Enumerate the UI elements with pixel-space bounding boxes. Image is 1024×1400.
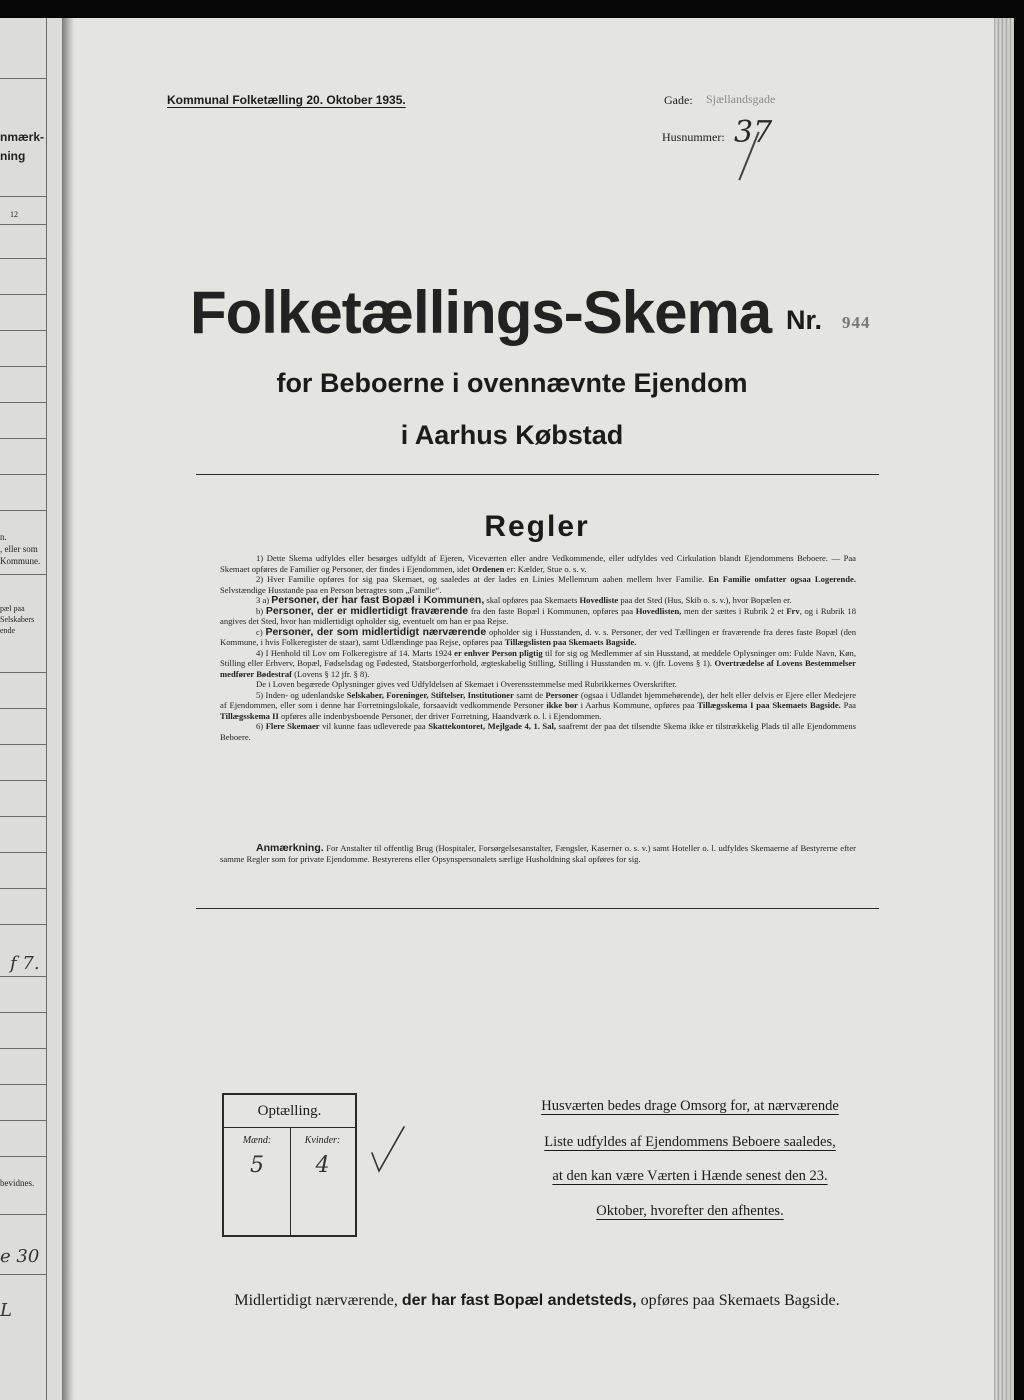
tally-box [222,1093,357,1237]
left-page-note-b-3: ende [0,626,16,635]
left-page-column-number: 12 [10,210,18,219]
census-header: Kommunal Folketælling 20. Oktober 1935. [167,93,406,107]
left-page-note-b-1: pæl paa [0,604,25,613]
left-page-handwriting: e 30 [0,1246,40,1267]
left-page-rule [0,258,46,259]
left-page-rule [0,330,46,331]
left-page-rule [0,1084,46,1085]
tally-men-value: 5 [250,1153,264,1178]
form-subtitle: for Beboerne i ovennævnte Ejendom [276,368,748,398]
left-page-rule [0,574,46,575]
left-page-rule [0,888,46,889]
divider-line [196,474,879,475]
street-value: Sjællandsgade [706,92,776,106]
left-page-note-a-3: Kommune. [0,556,41,566]
left-page-rule [0,1214,46,1215]
instruction-line-2: Liste udfyldes af Ejendommens Beboere saaledes, [544,1134,836,1150]
left-page-note-a-1: n. [0,532,7,542]
checkmark-icon [370,1125,406,1175]
tally-title: Optælling. [257,1103,322,1119]
rule-3a: 3 a) Personer, der har fast Bopæl i Kommunen, skal opføres paa Skemaets Hovedliste paa det Sted (Hus, Skib o. s. v.), hvor Bopælen er. [256,594,792,606]
left-page-rule [0,402,46,403]
left-page-heading-1: nmærk- [0,130,45,144]
left-page-column-rule [46,18,47,1400]
left-page-rule [0,744,46,745]
left-page-rule [0,1120,46,1121]
form-subtitle-city: i Aarhus Købstad [400,420,624,450]
left-page-rule [0,976,46,977]
left-page-bottom-text: bevidnes. [0,1178,35,1188]
remark-lead: Anmærkning. [256,842,324,854]
tally-women-value: 4 [315,1153,330,1178]
rule-3b: b) Personer, der er midlertidigt fraværende fra den faste Bopæl i Kommunen, opføres paa Hovedlisten, men der sættes i Rubrik 2 et Frv, og i Rubrik 18 angives det Sted, hvor han midlertidigt opholder sig, eventuelt om han er paa Rejse. [220,604,856,626]
tally-women-label: Kvinder: [304,1135,341,1146]
rule-6: 6) Flere Skemaer vil kunne faas udleverede paa Skattekontoret, Mejlgade 4, 1. Sal, saafremt der paa det tilsendte Skema ikke er tilstrækkelig Plads til alle Ejendommens Beboere. [220,721,856,742]
instruction-line-4: Oktober, hvorefter den afhentes. [596,1203,784,1219]
left-page-rule [0,816,46,817]
left-page-rule [0,78,46,79]
left-page-note-a-2: , eller som [0,544,38,554]
left-page-rule [0,708,46,709]
divider-line [196,908,879,909]
left-page-rule [0,852,46,853]
street-label: Gade: [664,93,693,107]
rule-3c: c) Personer, der som midlertidigt nærværende opholder sig i Husstanden, d. v. s. Personer, der ved Tællingen er fraværende fra deres faste Bopæl (den Kommune, i hvis Folkeregister de staar), samt Udlændinge paa Rejse, opføres paa Tillægslisten paa Skemaets Bagside. [220,625,856,647]
left-page-rule [0,474,46,475]
left-page-rule [0,1012,46,1013]
house-number-value: 37 [734,115,773,150]
house-number-label: Husnummer: [662,130,725,144]
instruction-line-3: at den kan være Værten i Hænde senest den 23. [552,1168,828,1184]
left-page-rule [0,924,46,925]
footer-note [0,1292,1024,1310]
form-title: Folketællings-Skema [190,279,772,346]
left-page-rule [0,366,46,367]
remark-text: For Anstalter til offentlig Brug (Hospitaler, Forsørgelsesanstalter, Fængsler, Kaserner o. s. v.) samt Hoteller o. l. udfyldes Skemaerne af Bestyrerne efter samme Regler som for private Ejendomme. Bestyrerens eller Opsynspersonalets særlige Husholdning skal opføres for sig. [220,843,856,864]
left-page-strip [0,18,62,1400]
rules-heading: Regler [484,510,590,543]
left-page-rule [0,672,46,673]
left-page-rule [0,1156,46,1157]
tally-men-label: Mænd: [242,1135,272,1146]
footer-part-3: opføres paa Skemaets Bagside. [640,1292,840,1309]
left-page-handwriting: f 7. [10,953,40,974]
rule-4: 4) I Henhold til Lov om Folkeregistre af 14. Marts 1924 er enhver Person pligtig til for sig og Medlemmer af sin Husstand, at meddele Oplysninger om: Fulde Navn, Køn, Stilling eller Erhverv, Bopæl, Fødselsdag og Fødested, Statsborgerforhold, ægteskabelig Stilling, Stilling i Husstanden m. v. (jfr. Lovens § 1). Overtrædelse af Lovens Bestemmelser medfører Bødestraf (Lovens § 12 jfr. § 8). [220,647,857,679]
rule-1: 1) Dette Skema udfyldes eller besørges udfyldt af Ejeren, Viceværten eller andre Vedkommende, eller udfyldes ved Cirkulation blandt Ejendommens Beboere. — Paa Skemaet opføres de Familier og Personer, der findes i Ejendommen, idet Ordenen er: Kælder, Stue o. s. v. [220,553,856,574]
instruction-line-1: Husværten bedes drage Omsorg for, at nærværende [541,1098,839,1114]
left-page-note-b-2: Selskabers [0,615,35,624]
rule-4-continuation: De i Loven begærede Oplysninger gives ved Udfyldelsen af Skemaet i Overensstemmelse med Rubrikkernes Overskrifter. [256,679,677,689]
left-page-handwriting: L [0,1300,12,1321]
rule-2: 2) Hver Familie opføres for sig paa Skemaet, og saaledes at der lades en Linies Mellemrum aaben mellem hver Familie. En Familie omfatter ogsaa Logerende. Selvstændige Husstande paa en Person betragtes som „Familie“. [220,574,857,595]
form-number-value: 944 [842,313,871,332]
rules-text [220,553,856,742]
left-page-heading-2: ning [0,149,26,163]
remark-note [220,843,856,864]
left-page-rule [0,294,46,295]
left-page-rule [0,1274,46,1275]
book-spine [62,18,74,1400]
left-page-rule [0,196,46,197]
form-number-label: Nr. [786,305,823,335]
page-stack-edge [994,18,1014,1400]
rule-5: 5) Inden- og udenlandske Selskaber, Foreninger, Stiftelser, Institutioner samt de Personer (ogsaa i Udlandet hjemmehørende), der helt eller delvis er Ejere eller Medejere af Ejendommen, eller som i denne har Forretningslokale, forsaavidt vedkommende Personer ikke bor i Aarhus Kommune, opføres paa Tillægsskema I paa Skemaets Bagside. Paa Tillægsskema II opføres alle indenbysboende Personer, der driver Forretning, Haandværk o. l. i Ejendommen. [220,689,857,721]
left-page-rule [0,1048,46,1049]
left-page-rule [0,780,46,781]
footer-part-1: Midlertidigt nærværende, [234,1292,398,1309]
left-page-rule [0,224,46,225]
footer-part-2: der har fast Bopæl andetsteds, [401,1292,637,1309]
